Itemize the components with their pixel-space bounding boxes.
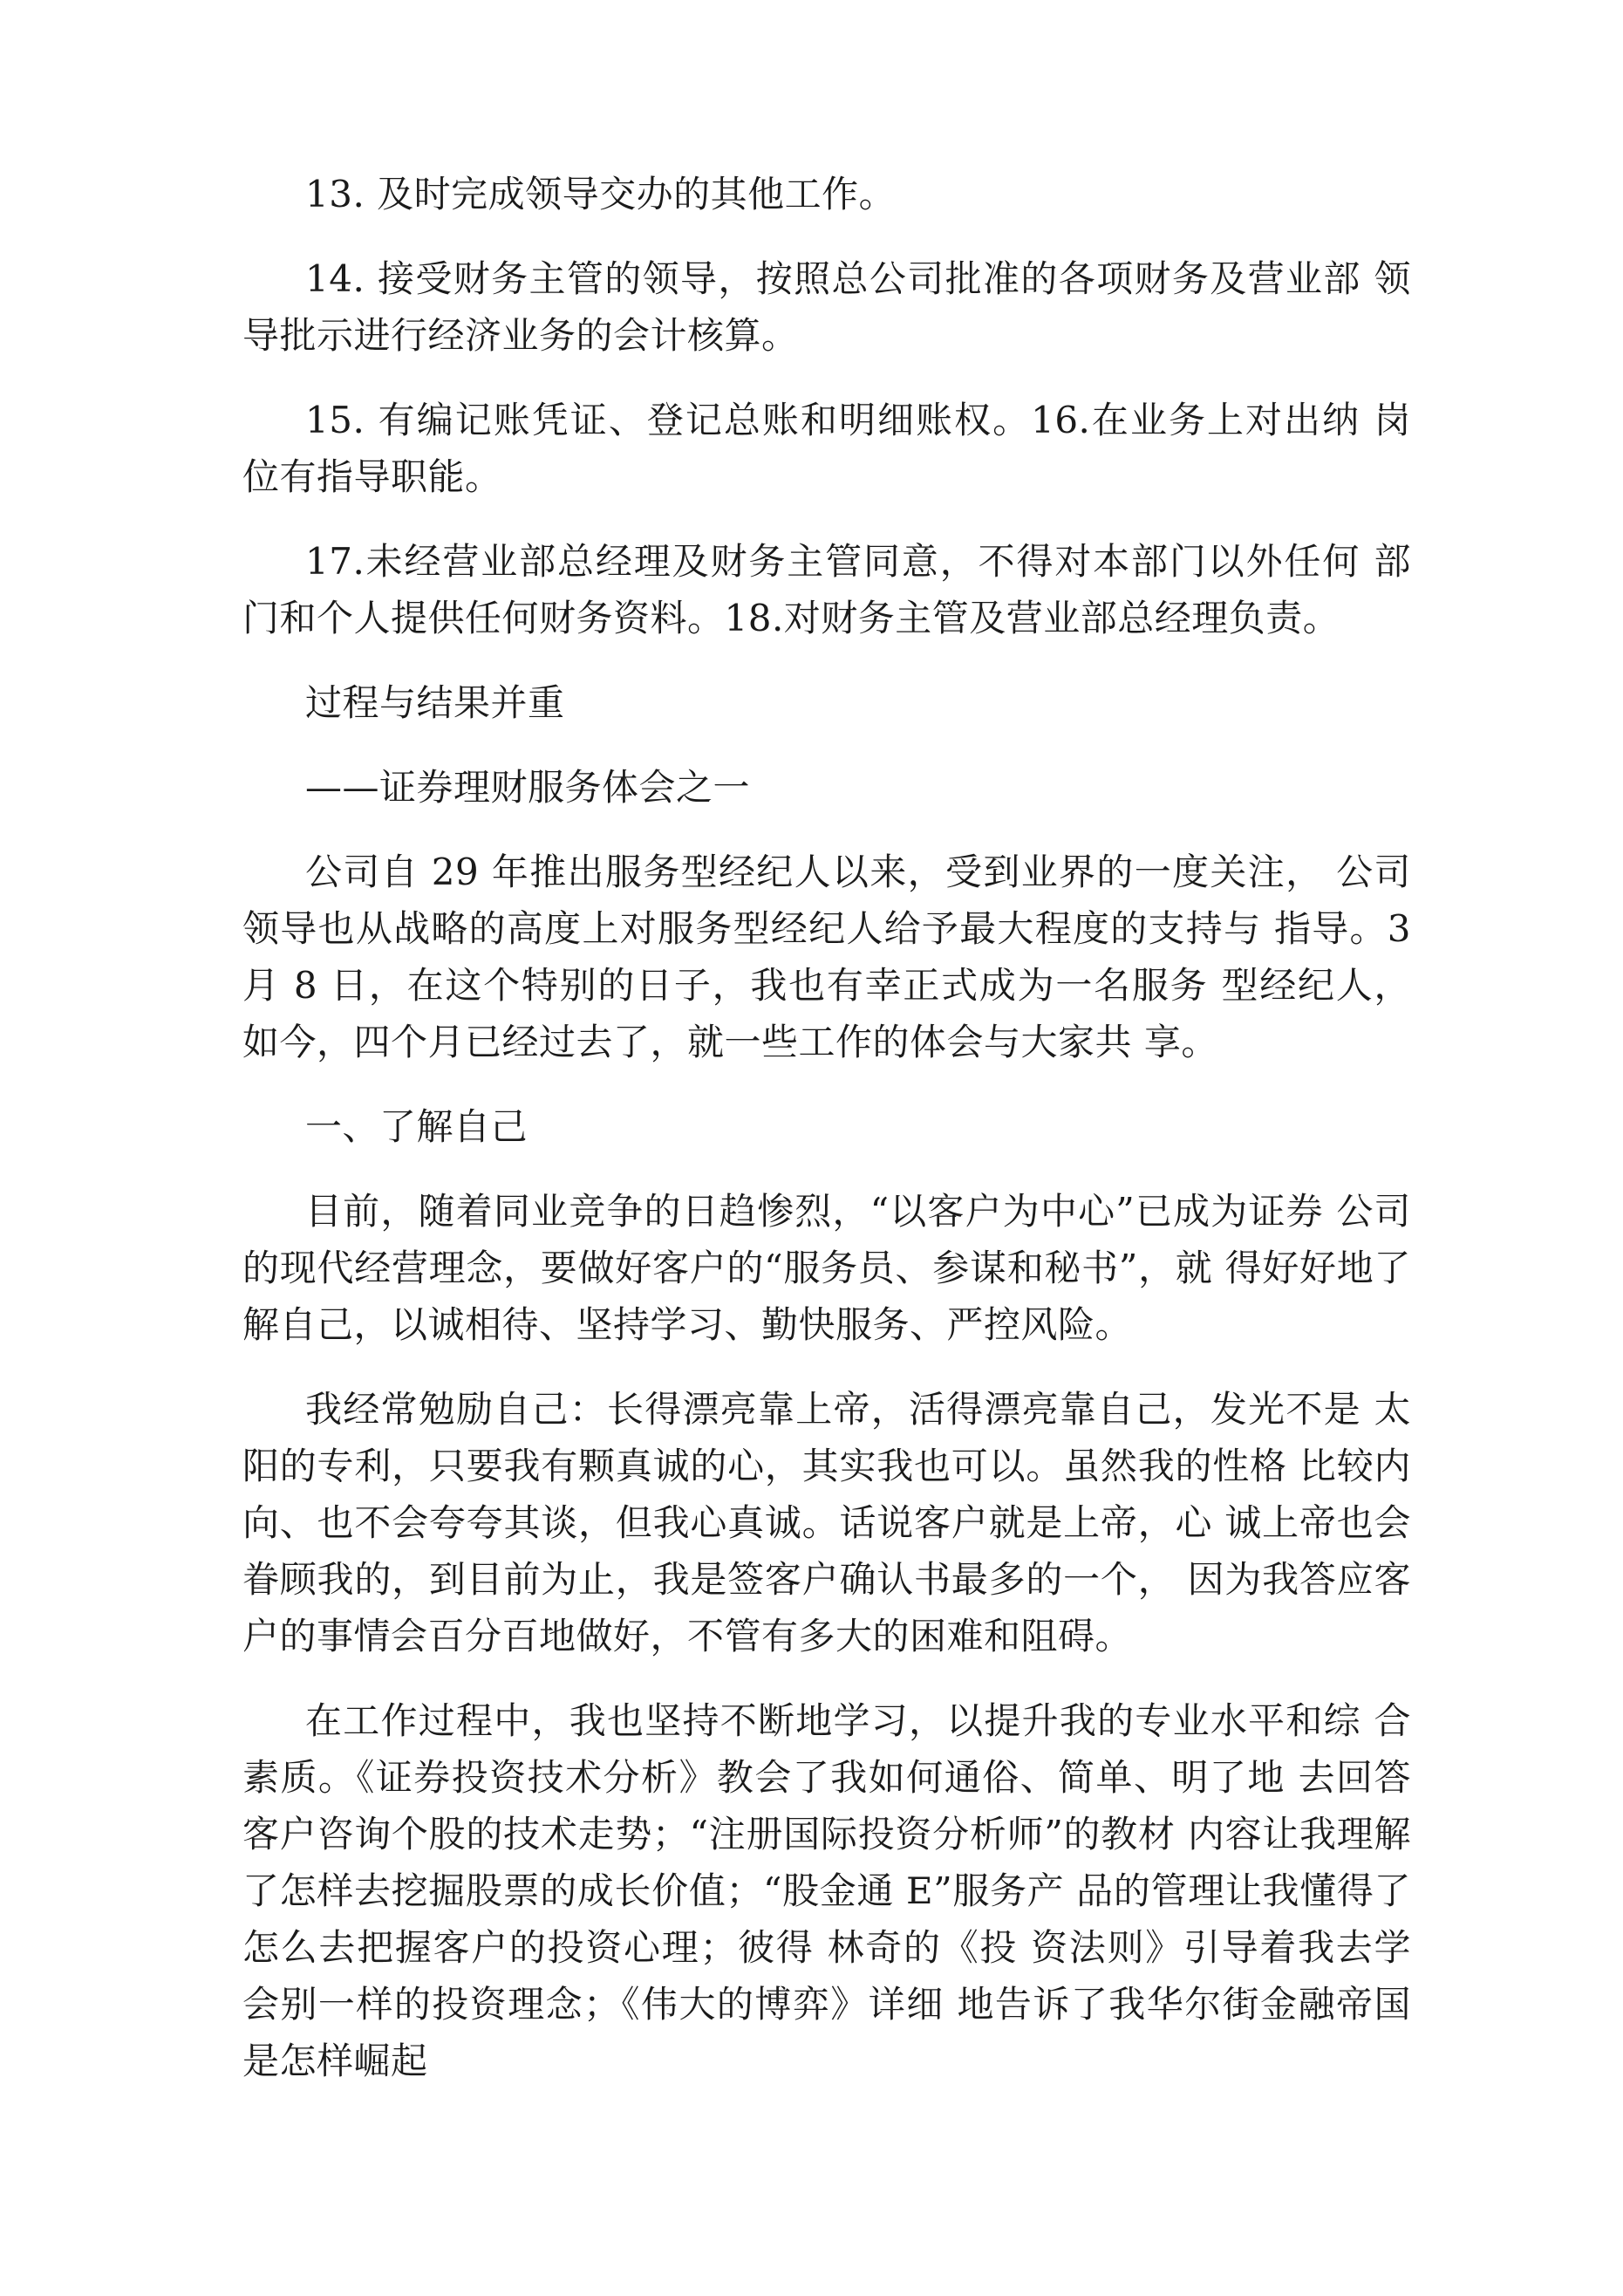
intro-paragraph: 公司自 29 年推出服务型经纪人以来，受到业界的一度关注， 公司领导也从战略的高度上对服务型经纪人给予最大程度的支持与 指导。3 月 8 日，在这个特别的日子，我也有幸正式成为一名服务 型经纪人，如今，四个月已经过去了，就一些工作的体会与大家共 享。 [242,851,1411,1063]
paragraph-item-13: 13. 及时完成领导交办的其他工作。 [305,173,897,215]
section-title: 过程与结果并重 [305,681,565,724]
body-paragraph: 目前，随着同业竞争的日趋惨烈，“以客户为中心”已成为证券 公司的现代经营理念，要做好客户的“服务员、参谋和秘书”，就 得好好地了解自己，以诚相待、坚持学习、勤快服务、严控风险。 [242,1190,1411,1346]
paragraph-item-14: 14. 接受财务主管的领导，按照总公司批准的各项财务及营业部 领导批示进行经济业务的会计核算。 [242,257,1411,357]
subsection-heading: 一、了解自己 [305,1105,528,1148]
body-paragraph: 在工作过程中，我也坚持不断地学习，以提升我的专业水平和综 合素质。《证券投资技术分析》教会了我如何通俗、简单、明了地 去回答客户咨询个股的技术走势；“注册国际投资分析师”的教材 内容让我理解了怎样去挖掘股票的成长价值；“股金通 E”服务产 品的管理让我懂得了怎么去把握客户的投资心理；彼得 林奇的《投 资法则》引导着我去学会别一样的投资理念；《伟大的博弈》详细 地告诉了我华尔街金融帝国是怎样崛起 [242,1699,1411,2082]
paragraph-item-17-18: 17.未经营业部总经理及财务主管同意，不得对本部门以外任何 部门和个人提供任何财务资料。18.对财务主管及营业部总经理负责。 [242,540,1411,639]
section-subtitle: ——证券理财服务体会之一 [305,766,751,809]
body-paragraph: 我经常勉励自己：长得漂亮靠上帝，活得漂亮靠自己，发光不是 太阳的专利，只要我有颗真诚的心，其实我也可以。虽然我的性格 比较内向、也不会夸夸其谈，但我心真诚。话说客户就是上帝，心 诚上帝也会眷顾我的，到目前为止，我是签客户确认书最多的一个， 因为我答应客户的事情会百分百地做好，不管有多大的困难和阻碍。 [242,1388,1411,1657]
document-body [242,166,1411,2117]
paragraph-item-15-16: 15. 有编记账凭证、登记总账和明细账权。16.在业务上对出纳 岗位有指导职能。 [242,399,1411,498]
